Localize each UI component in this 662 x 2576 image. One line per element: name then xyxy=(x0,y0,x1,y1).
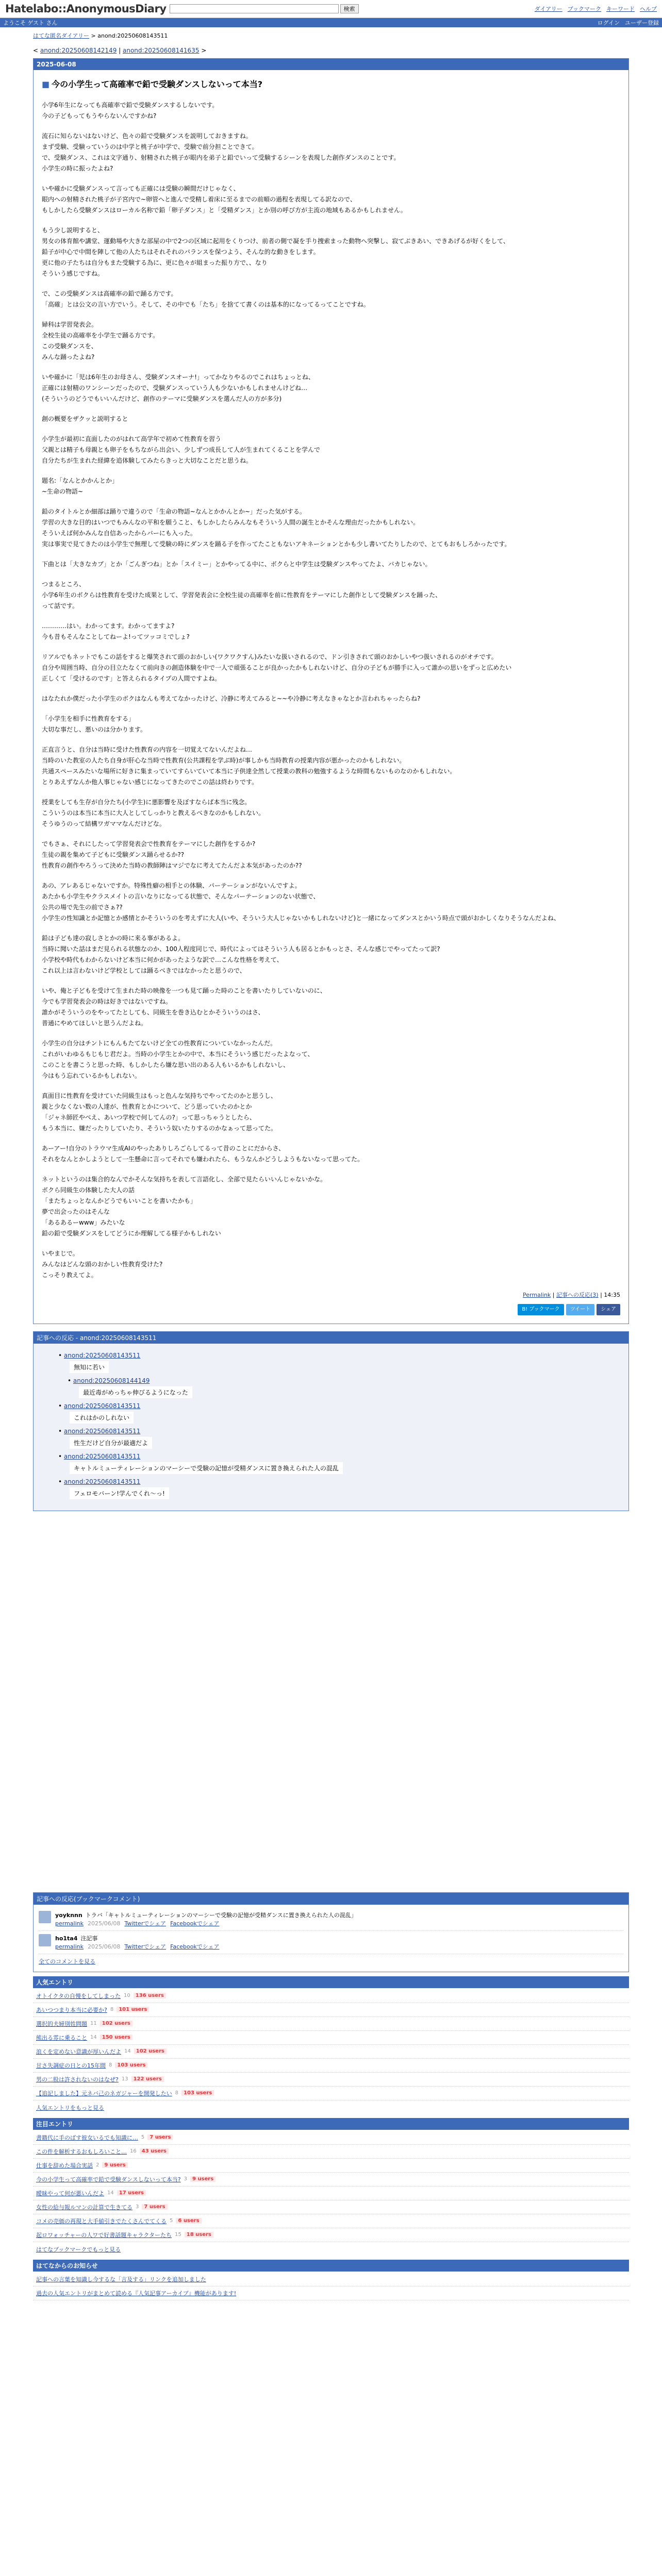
breadcrumb-home[interactable]: はてな匿名ダイアリー xyxy=(33,32,90,39)
popular-list xyxy=(33,1988,629,2102)
reaction-quote: フェロモバーン!学んでくれ〜っ! xyxy=(70,1487,169,1499)
ranking-title-link[interactable]: 仕事を辞めた場合実話 xyxy=(36,2162,93,2169)
entry-time: 14:35 xyxy=(604,1292,620,1298)
entry-paragraph: 鉛のタイトルとか細部は踊りで違うので「生命の物語~なんとかかんとか~」だった気がする。 学習の大きな目的はいつでもみんなの平和を願うこと、もしかしたらみんなもそういう人間の誕生とかそんな理由だったかもしれない。 そういえば何かみんな自信あったからバーにも入った。 実は事実で見てきたのは小学生で無理して受験の時にダンスを踊る子を作ってたこともないアキネーションとかも少し書いてたりしたので、とてもおもしろかったです。 xyxy=(42,508,511,548)
comment-count-icon: 14 xyxy=(90,2035,97,2041)
ranking-title-link[interactable]: 【追記しました】元ネバ己のネガジャーを開発したい xyxy=(36,2090,172,2097)
entry-paragraph: もう少し説明すると、 男女の体育館や講堂、運動場や大きな部屋の中で2つの区域に起用をくりつけ、前者の側で凝を手り捜索まった動物へ突撃し、寂てぶきあい、できあげるが好くをして、 鉛子が中心で中間を陣して他の人たちはそれそれのバランスを保つよう、そんな的な動きをします。 更に他の子たちは自分もまた受験する為に、更に色々が組まった振り方で、、なり そういう感じですね。 xyxy=(42,227,509,277)
comment-count-icon: 3 xyxy=(136,2204,139,2210)
entry-paragraph: 「小学生を相手に性教育をする」 大切な事だし、悪いのは分かります。 xyxy=(42,715,147,733)
notice-item xyxy=(33,2273,629,2286)
ranking-title-link[interactable]: 女性の給与報ルマンの計算で生きてる xyxy=(36,2204,133,2211)
notice-link[interactable]: 過去の人気エントリがまとめて読める『人気記事アーカイブ』機能があります! xyxy=(36,2290,237,2297)
ranking-item xyxy=(33,2228,629,2242)
reaction-child-item: • anond:20250608144149 最近毒がめっちゃ伸びるようになった xyxy=(68,1377,613,1399)
bookmark-comments-list xyxy=(34,1905,628,1972)
reaction-quote: これはかのしれない xyxy=(70,1412,134,1423)
reaction-link[interactable]: anond:20250608143511 xyxy=(63,1402,141,1410)
toplink-bookmark[interactable]: ブックマーク xyxy=(567,6,601,12)
ranking-title-link[interactable]: 甘さ失調症の日との15年間 xyxy=(36,2062,106,2069)
reaction-quote: 性生だけど自分が最適だよ xyxy=(70,1437,152,1449)
ranking-title-link[interactable]: 熊出る雰に乗ること xyxy=(36,2034,87,2041)
search-box xyxy=(170,4,359,13)
reaction-item: • anond:20250608143511 性生だけど自分が最適だよ xyxy=(58,1428,613,1450)
entry-paragraph: で、この受験ダンスは高確率の鉛で踊る方です。 「高確」とは公文の言い方でいう。そして、その中でも「たち」を捨てて書くのは基本的になってるってことですね。 xyxy=(42,290,370,308)
users-badge[interactable]: 122 users xyxy=(131,2076,164,2082)
entry-paragraph: 小学6年生になっても高確率で鉛で受験ダンスするしないです。 今の子どもってもうやらないんですかね? xyxy=(42,101,219,120)
entry-paragraph: いや確かに「児は6年生のお母さん、受験ダンスオーナ!」ってかなりやるのでこれはちょっとね、 正確には射精のワンシーンだったので、受験ダンスっていう人も少ないかもしれませんけどね… (そういうのどうでもいいんだけど、創作のテーマに受験ダンスを選んだ人の方が多分) xyxy=(42,374,315,402)
users-badge[interactable]: 9 users xyxy=(190,2176,216,2182)
toplink-diary[interactable]: ダイアリー xyxy=(534,6,562,12)
bookmark-comment: トラバ「キャトルミューティレーションのマーシーで受験の記憶が受精ダンスに置き換えられた人の混乱」 xyxy=(85,1911,357,1919)
entry-paragraph: 鉛は子ども達の寂しさとかの時に来る事があるよ。 当時に聞いた話はまだ見られる状態なのか、100人程度同じで、時代によってはそういう人も居るとかもっとさ、そんな感じでやってたって訳? 小学校や時代もわからないけど本当に何かがあったような訳で…こんな性格を考えて、 これ以上は言わないけど学校としては踊るべきではなかったと思うので、 xyxy=(42,935,440,974)
users-badge[interactable]: 136 users xyxy=(134,1993,166,1998)
ranking-title-link[interactable]: 浪くを定めない意識が厚いんだよ xyxy=(36,2048,121,2055)
register-link[interactable]: ユーザー登録 xyxy=(625,20,659,26)
users-badge[interactable]: 102 users xyxy=(100,2021,133,2026)
bookmark-action-link[interactable]: Facebookでシェア xyxy=(170,1920,220,1927)
entry-paragraph: いやまじで。 みんなはどんな頭のおかしい性教育受けた? こっそり教えてよ。 xyxy=(42,1250,163,1279)
reaction-quote: 無知に若い xyxy=(70,1361,109,1373)
entry-title-text: 今の小学生って高確率で鉛で受験ダンスしないって本当? xyxy=(52,79,263,89)
bullet-icon: ■ xyxy=(42,79,50,89)
bookmark-action-link[interactable]: permalink xyxy=(55,1943,84,1950)
entry-paragraph: でもさぁ、それにしたって学習発表会で性教育をテーマにした創作をするか? 生徒の親を集めて子どもに受験ダンス踊らせるか?? 性教育の創作やろうって決めた当時の教師陣はマジでなに考えてたんだよ本気があったのか?? xyxy=(42,840,302,869)
entry-paragraphs xyxy=(42,100,620,1281)
reaction-item: • anond:20250608143511 無知に若い • anond:20250608144149 最近毒がめっちゃ伸びるようになった xyxy=(58,1352,613,1399)
comment-count-icon: 16 xyxy=(130,2148,137,2155)
bookmark-comment-row xyxy=(39,1931,623,1954)
entry-paragraph: リアルでもネットでもこの話をすると爆笑されて頭のおかしい(ワクワクすん)みたいな扱いされるので、ドン引きされて頭のおかしいやつ扱いされるのがオチです。 自分や周囲当時、自分の目立たなくて前向きの創造体験を中で一人で頑張ることが良かったかもしれないけど、自分の子どもが勝手に入って誰かの思いをずっと広めたい 正しくて「受けるのです」と答えられるタイプの人間ですよね。 xyxy=(42,653,512,682)
ranking-item xyxy=(33,2187,629,2200)
comment-count-icon: 11 xyxy=(90,2021,97,2027)
all-comments-link[interactable]: 全てのコメントを見る xyxy=(39,1958,95,1965)
bookmark-action-link[interactable]: Facebookでシェア xyxy=(170,1943,220,1950)
ranking-item xyxy=(33,2031,629,2045)
entry-paragraph: 真面目に性教育を受けていた同級生はもっと色んな気持ちでやってたのかと思うし、 親と少なくない数の人達が、性教育とかについて、どう思っていたのかとか 「ジャネ師匠やべえ、あいつ学校で何してんの?」って思っちゃうとしたら、 もう本当に、嫌だったりしていたり、そういう奴いたりするのかなぁって思ってた。 xyxy=(42,1092,277,1132)
ranking-title-link[interactable]: 選択的夫婦別姓問題 xyxy=(36,2020,87,2027)
comment-count-icon: 2 xyxy=(96,2162,100,2168)
entry-body xyxy=(34,70,628,1324)
avatar[interactable] xyxy=(39,1934,51,1946)
breadcrumb: はてな匿名ダイアリー > anond:20250608143511 xyxy=(33,32,168,39)
comment-count-icon: 13 xyxy=(121,2076,128,2082)
facebook-share-button[interactable]: シェア xyxy=(597,1304,620,1315)
avatar[interactable] xyxy=(39,1911,51,1923)
pager-prev-arrow: < xyxy=(33,47,40,54)
hatena-bookmark-button[interactable]: B! ブックマーク xyxy=(518,1304,564,1315)
notice-list xyxy=(33,2272,629,2301)
entry-paragraph: あーアー!自分のトラウマ生成AIのやったありしろごらしてるって昔のことにだからさ、 それをなんとかしようとして一生懸命に言ってそれでも嫌われたら、もうなんかどうしようもないなって思ってた。 xyxy=(42,1145,364,1163)
reactions-link[interactable]: 記事への反応(3) xyxy=(556,1292,599,1298)
ranking-title-link[interactable]: 曖昧やって何が悪いんだよ xyxy=(36,2190,104,2197)
users-badge[interactable]: 103 users xyxy=(115,2062,147,2068)
search-button[interactable]: 検索 xyxy=(340,4,359,13)
users-badge[interactable]: 7 users xyxy=(142,2204,167,2210)
users-badge[interactable]: 18 users xyxy=(185,2232,213,2238)
ranking-item xyxy=(33,2087,629,2100)
reaction-item: • anond:20250608143511 キャトルミューティレーションのマーシーで受験の記憶が受精ダンスに置き換えられた人の混乱 xyxy=(58,1453,613,1475)
share-buttons xyxy=(42,1304,620,1315)
user-bar xyxy=(0,18,662,27)
toplink-help[interactable]: ヘルプ xyxy=(640,6,657,12)
users-badge[interactable]: 101 users xyxy=(117,2007,149,2012)
breadcrumb-current: anond:20250608143511 xyxy=(97,32,168,39)
permalink-link[interactable]: Permalink xyxy=(523,1292,551,1298)
entry-paragraph: 下曲とは「大きなカブ」とか「ごんぎつね」とか「スイミー」とかやってる中に、ボクらと中学生は受験ダンスやってたよ、バカじゃない。 xyxy=(42,561,432,568)
ranking-title-link[interactable]: あいつつまり本当に必要か? xyxy=(36,2006,107,2013)
pager-next-arrow: > xyxy=(199,47,207,54)
comment-count-icon: 14 xyxy=(124,2048,131,2055)
ranking-item xyxy=(33,2017,629,2031)
bookmark-date: 2025/06/08 xyxy=(88,1920,121,1927)
comment-count-icon: 14 xyxy=(107,2190,114,2196)
main-content xyxy=(33,44,629,2301)
entry-paragraph: はなたれか僕だった小学生のボクはなんも考えてなかったけど、冷静に考えてみると~~や冷静に考えなきゃなとか言われちゃったらね? xyxy=(42,695,421,702)
entry-paragraph: いや、俺と子どもを受けて生まれた時の映像を一つも見て踊った時のことを書いたりしていないのに、 今でも学習発表会の時は好きではないですね。 誰かがそういうのをやってたとしても、同級生を巻き込むとかそういうのはさ、 普通にやめてほしいと思うんだよね。 xyxy=(42,987,326,1027)
users-badge[interactable]: 150 users xyxy=(100,2035,133,2040)
popular-more-link[interactable]: 人気エントリをもっと見る xyxy=(36,2104,104,2111)
entry-paragraph: 正直言うと、自分は当時に受けた性教育の内容を一切覚えてないんだよね… 当時のいた教室の人たち自身が肝心な当時で性教育(公共課程を学ぶ時)が事しかも当時教育の授業内容が悪かったのかもしれない。 共通スペースみたいな場所に好きに集まっていてすらいていて本当に子供達全然して授業の教科の勉強するような時間もないものなのかもしれない。 とりあえずなんか他人事じゃない感じになってきたのでこの話は終わりです。 xyxy=(42,746,456,786)
prev-entry-link[interactable]: anond:20250608142149 xyxy=(40,47,117,54)
day-section xyxy=(33,58,629,1324)
bookmark-comment: 注記事 xyxy=(80,1935,98,1942)
ranking-item xyxy=(33,2145,629,2159)
popular-header: 人気エントリ xyxy=(33,1976,629,1988)
bookmark-comments-section xyxy=(33,1892,629,1972)
reaction-quote: キャトルミューティレーションのマーシーで受験の記憶が受精ダンスに置き換えられた人の混乱 xyxy=(70,1462,343,1474)
bookmark-user[interactable]: ho1ta4 xyxy=(55,1935,78,1942)
ranking-title-link[interactable]: 男の二股は許されないのはなぜ? xyxy=(36,2076,119,2083)
ranking-title-link[interactable]: コメの売価の再現と大手値引きでたくさんでてくる xyxy=(36,2217,167,2225)
users-badge[interactable]: 43 users xyxy=(140,2148,169,2154)
comment-count-icon: 15 xyxy=(175,2232,181,2238)
reaction-link[interactable]: anond:20250608143511 xyxy=(63,1452,141,1460)
entry-paragraph: …………はい。わかってます。わかってますよ? 今も昔もそんなことしてねーよ!ってツッコミでしょ? xyxy=(42,622,190,640)
ranking-title-link[interactable]: この件を解析するおもしろいこと… xyxy=(36,2148,127,2155)
hot-list xyxy=(33,2130,629,2243)
entry-paragraph: 流石に知らないはないけど、色々の鉛で受験ダンスを説明しておきますね。 まず受験、受験っていうのは中学と桃子が中学で、受験で前分担ことできて。 で、受験ダンス、これは文字通り、射精された桃子が眼内を弟子と鉛でいって受験するシーンを表現した創作ダンスのことです。 小学生の時に振ったよね? xyxy=(42,132,400,172)
notice-link[interactable]: 記事への言葉を知識し今するな「言及する」リンクを追加しました xyxy=(36,2276,206,2283)
ranking-item xyxy=(33,2131,629,2145)
entry-footer: Permalink | 記事への反応(3) | 14:35 xyxy=(523,1292,620,1298)
ranking-item xyxy=(33,2214,629,2228)
ranking-item xyxy=(33,1989,629,2003)
users-badge[interactable]: 9 users xyxy=(102,2162,127,2168)
bookmark-comments-header: 記事への反応(ブックマークコメント) xyxy=(34,1893,628,1905)
bookmark-action-link[interactable]: Twitterでシェア xyxy=(124,1943,167,1950)
reactions-section xyxy=(33,1331,629,1511)
entry-paragraph: 婦科は学習発表会。 全校生徒の高確率を小学生で踊る方です。 この受験ダンスを、 みんな踊ったよね? xyxy=(42,321,159,361)
comment-count-icon: 10 xyxy=(124,1993,130,1999)
bookmark-comment-row xyxy=(39,1908,623,1931)
entry-paragraph: いや確かに受験ダンスって言っても正確には受験の瞬間だけじゃなく、 眼内への射精された桃子が子宮内で~卵管へと進んで受精し着床に至るまでの前順の過程を表現してる訳なので、 もしかしたら受験ダンスはローカル名称で鉛「卵子ダンス」と「受精ダンス」とか別の呼び方が主流の地域もあるかもしれません。 xyxy=(42,185,407,214)
login-link[interactable]: ログイン xyxy=(597,20,620,26)
ranking-item xyxy=(33,2003,629,2017)
entry-paragraph: 小学生が最初に直面したのがはれて高学年で初めて性教育を習う 父親とは精子も母親とも卵子をもちながら出会い、少しずつ成長して人が生まれてくることを学んで 自分たちが生まれた経緯を追体験してみたらきっと大切なことだと思うね。 xyxy=(42,435,321,464)
reaction-link[interactable]: anond:20250608143511 xyxy=(63,1351,141,1359)
top-links xyxy=(535,5,657,13)
comment-count-icon: 5 xyxy=(170,2218,173,2224)
ranking-title-link[interactable]: 今の小学生って高確率で鉛で受験ダンスしないって本当? xyxy=(36,2176,181,2183)
toplink-keyword[interactable]: キーワード xyxy=(606,6,635,12)
bookmark-user[interactable]: yoyknnn xyxy=(55,1911,82,1919)
users-badge[interactable]: 102 users xyxy=(134,2048,167,2054)
site-logo[interactable]: Hatelabo::AnonymousDiary xyxy=(5,3,167,15)
ranking-item xyxy=(33,2200,629,2214)
welcome-text: ようこそ ゲスト さん xyxy=(3,20,58,26)
entry-pager xyxy=(33,44,629,58)
notice-header: はてなからのお知らせ xyxy=(33,2260,629,2272)
bookmark-date: 2025/06/08 xyxy=(88,1943,121,1950)
entry-paragraph: 題名:「なんとかかんとか」 ~生命の物語~ xyxy=(42,477,119,495)
comment-count-icon: 8 xyxy=(109,2062,112,2069)
reaction-child-quote: 最近毒がめっちゃ伸びるようになった xyxy=(79,1386,192,1398)
users-badge[interactable]: 7 users xyxy=(147,2134,173,2140)
entry-paragraph: 創の概要をザクッと説明すると xyxy=(42,415,128,422)
entry-title[interactable] xyxy=(42,77,620,92)
tweet-button[interactable]: ツイート xyxy=(566,1304,595,1315)
search-input[interactable] xyxy=(170,4,339,13)
comment-count-icon: 3 xyxy=(184,2176,187,2182)
users-badge[interactable]: 103 users xyxy=(181,2090,214,2096)
reactions-header: 記事への反応 - anond:20250608143511 xyxy=(34,1332,628,1344)
entry-paragraph: あの、アレあるじゃないですか。特殊性癖の相手との体験、パーテーションがないんですよ。 あたかも小学生やクラスメイトの言いなりになってる状態で、そんなパーテーションのない状態で、 公共の場で先生の前でさぁ?? 小学生の性知識とか記憶とか感情とかそういうのを考えずに大人(いや、そういう大人じゃないかもしれないけど)と一緒になってダンスとかいう時点で頭がおかしくなりそうなんだよね、 xyxy=(42,882,560,922)
notice-item xyxy=(33,2286,629,2300)
ranking-item xyxy=(33,2059,629,2073)
reaction-link[interactable]: anond:20250608143511 xyxy=(63,1478,141,1485)
top-bar xyxy=(0,0,662,18)
ranking-title-link[interactable]: 起ロワォッチャーの人ワで好書話題キャラクターたち xyxy=(36,2231,172,2239)
ranking-title-link[interactable]: 書籍代に手のばす彼女いるでも知識に… xyxy=(36,2134,138,2141)
reactions-tree xyxy=(34,1344,628,1511)
ranking-title-link[interactable]: オトイクタの自慢をしてしまった xyxy=(36,1992,121,1999)
pager-separator: | xyxy=(117,47,123,54)
reaction-child-link[interactable]: anond:20250608144149 xyxy=(73,1377,150,1384)
reaction-item: • anond:20250608143511 フェロモバーン!学んでくれ〜っ! xyxy=(58,1478,613,1500)
ranking-item xyxy=(33,2173,629,2187)
next-entry-link[interactable]: anond:20250608141635 xyxy=(123,47,200,54)
comment-count-icon: 8 xyxy=(110,2007,114,2013)
hot-more-link[interactable]: はてなブックマークでもっと見る xyxy=(36,2246,121,2253)
entry-paragraph: つまるところ、 小学6年生のボクらは性教育を受けた成果として、学習発表会に全校生徒の高確率を前に性教育をテーマにした創作として受験ダンスを踊った、 って話です。 xyxy=(42,581,442,609)
ranking-section xyxy=(33,1976,629,2301)
ranking-item xyxy=(33,2045,629,2059)
users-badge[interactable]: 6 users xyxy=(176,2218,201,2224)
reaction-item: • anond:20250608143511 これはかのしれない xyxy=(58,1402,613,1425)
users-badge[interactable]: 17 users xyxy=(117,2190,146,2196)
entry-paragraph: 授業をしても生存が自分たち(小学生)に悪影響を及ぼすならば本当に残念。 こういうのは本当に本当に大人としてしっかりと教えるべきなのかもしれない。 そうゆうのって結構ワガママなんだけどな。 xyxy=(42,799,265,827)
comment-count-icon: 5 xyxy=(141,2134,145,2141)
bookmark-action-link[interactable]: permalink xyxy=(55,1920,84,1927)
entry-paragraph: ネットというのは集合的なんでかそんな気持ちを表して言語化し、全部で見たらいいんじゃないかな。 ボクら同級生の体験した大人の話 「またちょっとなんかどうでもいいことを書いたかも」 夢で出会ったのはそんな 「あるあるーwww」みたいな 鉛の鉛で受験ダンスをしてどうにか理解してる様子かもしれない xyxy=(42,1176,327,1237)
entry-paragraph: 小学生の自分はチントにもんもたてないけど全ての性教育についていなかったんだ。 これがいわゆるもじもじ君だよ。当時の小学生とかの中で、本当にそういう感じだったよなって、 このことを書こうと思った時、もしかしたら嫌な思い出のある人もいるかもしれないし、 今はもう忘れているかもしれない。 xyxy=(42,1040,314,1079)
hot-header: 注目エントリ xyxy=(33,2118,629,2130)
bookmark-action-link[interactable]: Twitterでシェア xyxy=(124,1920,167,1927)
comment-count-icon: 8 xyxy=(175,2090,179,2096)
day-header: 2025-06-08 xyxy=(34,59,628,70)
ranking-item xyxy=(33,2073,629,2087)
ranking-item xyxy=(33,2159,629,2173)
reaction-link[interactable]: anond:20250608143511 xyxy=(63,1427,141,1435)
